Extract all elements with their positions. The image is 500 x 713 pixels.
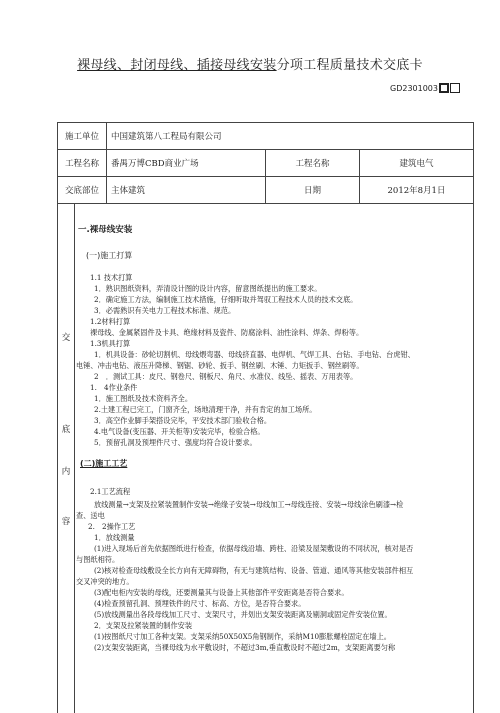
text-line: 1．机具设备：砂轮切割机、母线煨弯器、母线挤直器、电焊机、气焊工具、台钻、手电钻、台虎钳、 [94,350,415,359]
project-value: 番禺万博CBD商业广场 [107,150,266,177]
text-line: 5．预留孔洞及预埋件尺寸、强度均符合设计要求。 [94,438,257,447]
text-line: 交叉冲突的地方。 [76,577,134,586]
header-row-unit [58,123,474,150]
text-line: 1.3机具打算 [90,339,131,348]
unit-label: 施工单位 [58,123,107,150]
section-heading: 一.裸母线安装 [78,225,133,235]
text-line: 裸母线、金属紧固件及卡具、绝缘材料及瓷件、防腐涂料、油性涂料、焊条、焊粉等。 [90,328,364,337]
title-suffix: 分项工程质量技术交底卡 [276,58,423,73]
title-subject: 裸母线、封闭母线、插接母线安装 [77,58,277,73]
date-value: 2012年8月1日 [360,177,474,204]
document-title [0,54,500,73]
header-table [57,122,474,204]
text-line: (4)检查预留孔洞、预埋铁件的尺寸、标高、方位，是否符合要求。 [94,599,306,608]
date-label: 日期 [266,177,360,204]
location-label: 交底部位 [58,177,107,204]
disclosure-content [57,203,474,713]
subsection-heading: (一)施工打算 [86,251,133,260]
text-line: (1)按图纸尺寸加工各种支架。支架采纳50X50X5角钢制作，采纳M10膨胀螺栓固定在墙上。 [94,632,391,641]
text-line: (3)配电柜内安装的母线，还要测量其与设备上其他部件平安距离是否符合要求。 [94,588,349,597]
text-line: 电锤、冲击电钻、液压升降梯、钢锯、砂轮、扳手、钢丝刷、木锤、力矩扳手、钢丝刷等。 [76,361,364,370]
location-value: 主体建筑 [107,177,266,204]
checkbox-icon [439,83,449,93]
text-line: 查、送电 [76,511,105,520]
text-line: 2.土建工程已完工，门窗齐全，场地清理干净，并有肯定的加工场所。 [94,405,317,414]
text-line: 放线测量→支架及拉紧装置制作安装→绝缘子安装→母线加工→母线连接、安装→母线涂色刷漆→检 [94,500,404,509]
text-line: 3．高空作业脚手架搭设完毕，平安技术部门验收合格。 [94,416,272,425]
text-line: 2.1工艺流程 [90,487,131,496]
text-line: 1.2材料打算 [90,317,131,326]
side-char: 交 [61,333,71,343]
document-code [390,83,460,93]
side-char: 内 [61,467,71,477]
text-line: (5)放线测量出各段母线加工尺寸、支架尺寸，并划出支架安装距离及剔洞或固定件安装位置。 [94,610,392,619]
text-line: 1．施工图纸及技术资料齐全。 [94,394,193,403]
header-row-project [58,150,474,177]
side-char: 容 [61,517,71,527]
side-label-column [58,203,75,713]
subsection-heading: (二)施工工艺 [80,459,128,468]
text-line: 4.电气设备(变压器、开关柜等)安装完毕，检验合格。 [94,427,265,436]
unit-value: 中国建筑第八工程局有限公司 [107,123,474,150]
header-row-location [58,177,474,204]
text-line: 1．熟识图纸资料，弄清设计图的设计内容，留意图纸提出的施工要求。 [94,284,322,293]
project-value-2: 建筑电气 [360,150,474,177]
code-text: GD2301003 [390,83,438,93]
project-label-2: 工程名称 [266,150,360,177]
checkbox-icon [450,83,460,93]
text-line: 1．放线测量 [94,533,135,542]
text-line: (2)核对检查母线敷设全长方向有无障碍物，有无与建筑结构、设备、管道、通风等其他安装部件相互 [94,566,414,575]
text-line: 2 ．测试工具：皮尺、钢卷尺、钢板尺、角尺、水准仪、线坠、摇表、万用表等。 [94,372,358,381]
text-line: (1)进入现场后首先依据图纸进行检查，依据母线沿墙、跨柱、沿梁及屋架敷设的不同状况，核对是否 [94,544,414,553]
project-label: 工程名称 [58,150,107,177]
text-line: (2)支架安装距离，当裸母线为水平敷设时，不超过3m,垂直敷设时不超过2m，支架距离要匀称 [94,643,396,652]
side-char: 底 [61,425,71,435]
text-line: 2. 2操作工艺 [88,522,136,531]
text-line: 与图纸相符。 [76,555,120,564]
text-line: 1.1 技术打算 [90,273,133,282]
text-line: 2．确定施工方法，编制施工技术措施，仔细听取并驾驭工程技术人员的技术交底。 [94,295,358,304]
text-line: 1. 4作业条件 [90,383,138,392]
text-line: 3．必需熟识有关电力工程技术标准、规范。 [94,306,236,315]
text-line: 2．支架及拉紧装置的制作安装 [94,621,193,630]
